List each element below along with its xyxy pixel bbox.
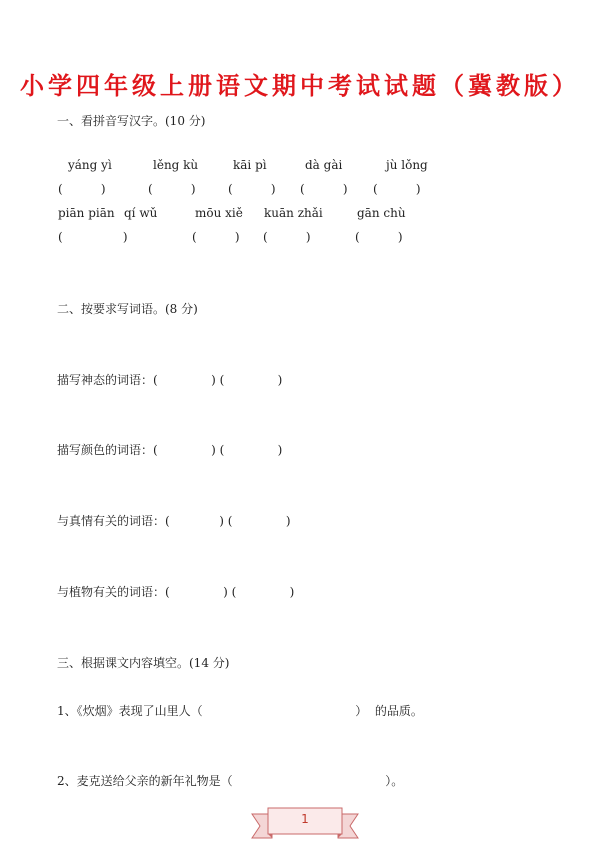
page-title: 小学四年级上册语文期中考试试题（冀教版） — [20, 72, 580, 100]
section-1-heading: 一、看拼音写汉字。(10 分) — [57, 114, 206, 128]
answer-blank-5[interactable]: ( ) — [373, 182, 421, 196]
question-2-3[interactable]: 与真情有关的词语：( ) ( ) — [57, 514, 291, 528]
question-2-2[interactable]: 描写颜色的词语：( ) ( ) — [57, 443, 283, 457]
answer-blank-3[interactable]: ( ) — [228, 182, 276, 196]
page-number-badge — [250, 804, 360, 844]
pinyin-3: kāi pì — [233, 158, 267, 172]
section-3-heading: 三、根据课文内容填空。(14 分) — [57, 656, 230, 670]
page-number: 1 — [301, 812, 309, 826]
pinyin-1: yáng yì — [68, 158, 112, 172]
pinyin-8: mōu xiě — [195, 206, 243, 220]
question-3-1[interactable]: 1、《炊烟》表现了山里人（ ） 的品质。 — [57, 704, 423, 718]
answer-blank-6[interactable]: ( ) — [58, 230, 130, 244]
answer-blank-2[interactable]: ( ) — [148, 182, 196, 196]
answer-blank-8[interactable]: ( ) — [263, 230, 311, 244]
answer-blank-7[interactable]: ( ) — [192, 230, 240, 244]
pinyin-10: gān chù — [357, 206, 406, 220]
question-2-1[interactable]: 描写神态的词语：( ) ( ) — [57, 373, 283, 387]
question-2-4[interactable]: 与植物有关的词语：( ) ( ) — [57, 585, 295, 599]
pinyin-5: jù lǒng — [386, 158, 428, 172]
answer-blank-4[interactable]: ( ) — [300, 182, 348, 196]
pinyin-2: lěng kù — [153, 158, 199, 172]
pinyin-7: qí wǔ — [124, 206, 158, 220]
section-2-heading: 二、按要求写词语。(8 分) — [57, 302, 198, 316]
pinyin-6: piān piān — [58, 206, 115, 220]
pinyin-4: dà gài — [305, 158, 343, 172]
pinyin-9: kuān zhǎi — [264, 206, 323, 220]
answer-blank-9[interactable]: ( ) — [355, 230, 403, 244]
answer-blank-1[interactable]: ( ) — [58, 182, 106, 196]
question-3-2[interactable]: 2、麦克送给父亲的新年礼物是（ ）。 — [57, 774, 404, 788]
